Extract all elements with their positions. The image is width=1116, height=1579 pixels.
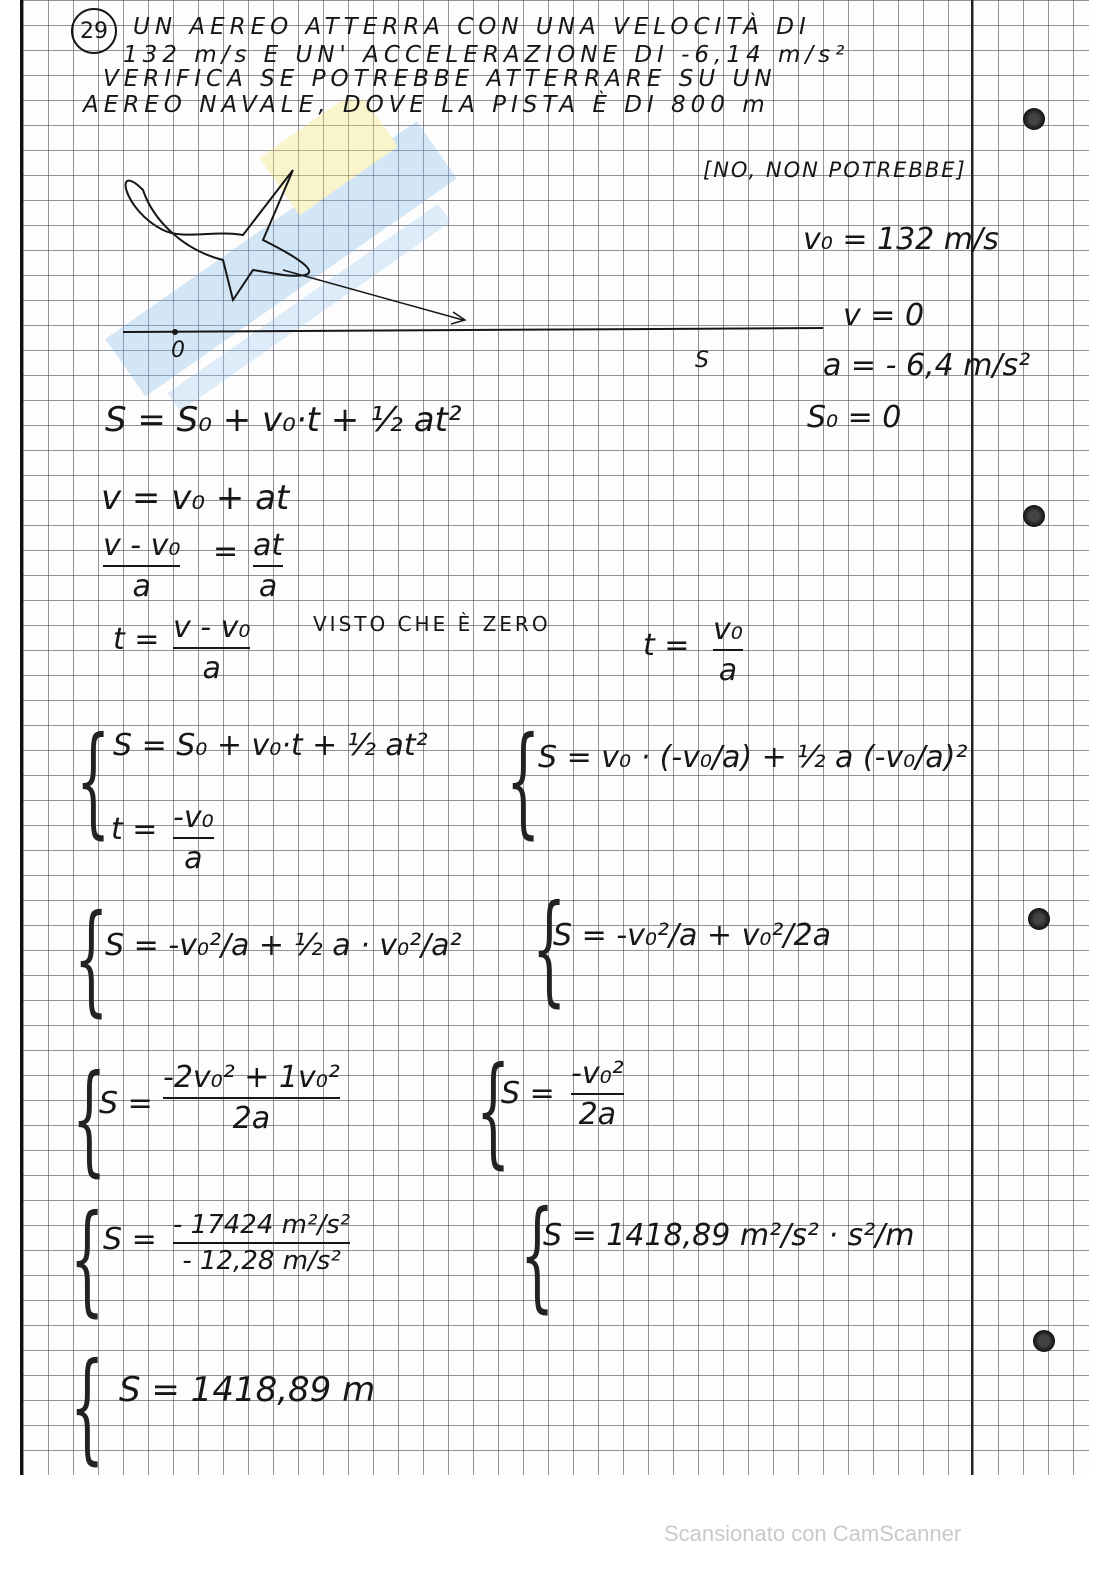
sys4-s: S = [99, 1086, 153, 1121]
fraction-bar [253, 565, 283, 567]
binder-hole [1023, 505, 1045, 527]
step1-rhs [253, 528, 283, 604]
sys1-line1: S = S₀ + v₀·t + ½ at² [113, 728, 428, 763]
sys5-left-num: - 17424 m²/s² [173, 1210, 351, 1240]
sys1-line2-den: a [184, 841, 203, 876]
fraction-bar [173, 1242, 350, 1244]
system-brace: { [71, 1050, 107, 1189]
step1-rhs-num: at [253, 528, 284, 563]
sys4-right-num: -v₀² [571, 1056, 624, 1091]
sys5-right: S = 1418,89 m²/s² · s²/m [543, 1218, 915, 1253]
step2-result-den: a [718, 653, 738, 688]
final-result: S = 1418,89 m [119, 1370, 376, 1410]
system-brace: { [73, 890, 109, 1029]
fraction-bar [713, 649, 743, 651]
system-brace: { [505, 712, 541, 851]
equals-sign: = [213, 534, 239, 569]
problem-line-1: UN AEREO ATTERRA CON UNA VELOCITÀ DI [133, 14, 811, 40]
sys4-left-num: -2v₀² + 1v₀² [163, 1060, 340, 1095]
sys4-right-s: S = [501, 1076, 555, 1111]
sys4-right [571, 1056, 624, 1132]
step2-result [713, 612, 743, 688]
given-v: v = 0 [843, 298, 925, 333]
sys5-left-den: - 12,28 m/s² [182, 1246, 341, 1276]
fraction-bar [103, 565, 180, 567]
binder-hole [1023, 108, 1045, 130]
system-brace: { [69, 1338, 105, 1475]
step2-result-num: v₀ [713, 612, 743, 647]
fraction-bar [173, 837, 214, 839]
law-position: S = S₀ + v₀·t + ½ at² [105, 400, 462, 440]
scanner-footer: Scansionato con CamScanner [664, 1521, 962, 1546]
distance-label: S [695, 348, 709, 373]
sys5-left [173, 1210, 350, 1276]
system-brace: { [475, 1042, 511, 1181]
origin-label: 0 [171, 338, 185, 363]
sys4-right-den: 2a [578, 1097, 617, 1132]
problem-line-4: AEREO NAVALE, DOVE LA PISTA È DI 800 m [83, 92, 770, 118]
given-s0: S₀ = 0 [807, 400, 902, 435]
problem-line-2: 132 m/s E UN' ACCELERAZIONE DI -6,14 m/s² [123, 42, 850, 68]
step2-den: a [202, 651, 221, 686]
binder-hole [1033, 1330, 1055, 1352]
step2-fraction [173, 610, 250, 686]
answer: [NO, NON POTREBBE] [703, 158, 967, 182]
sys5-s: S = [103, 1222, 157, 1257]
airplane-sketch [103, 150, 863, 370]
sys4-left [163, 1060, 340, 1136]
step1-lhs-num: v - v₀ [103, 528, 181, 563]
sys1-line2-num: -v₀ [173, 800, 214, 835]
fraction-bar [571, 1093, 624, 1095]
notebook-page [20, 0, 1089, 1475]
system-brace: { [519, 1186, 555, 1325]
step2-result-t: t = [643, 628, 690, 663]
sys1-line2-t: t = [111, 812, 158, 847]
sys4-left-den: 2a [232, 1101, 271, 1136]
sys3-right: S = -v₀²/a + v₀²/2a [553, 918, 831, 953]
problem-number: 29 [71, 8, 117, 54]
law-velocity: v = v₀ + at [101, 478, 290, 518]
system-brace: { [75, 712, 111, 851]
given-v0: v₀ = 132 m/s [803, 222, 999, 257]
system-brace: { [531, 880, 567, 1019]
fraction-bar [173, 647, 250, 649]
sys1-line2-fraction [173, 800, 214, 876]
given-a: a = - 6,4 m/s² [823, 348, 1031, 383]
fraction-bar [163, 1097, 340, 1099]
step1-lhs-den: a [132, 569, 151, 604]
system-brace: { [69, 1190, 105, 1329]
step1-lhs [103, 528, 180, 604]
sys2-line1: S = v₀ · (-v₀/a) + ½ a (-v₀/a)² [538, 740, 968, 775]
binder-hole [1028, 908, 1050, 930]
step2-num: v - v₀ [173, 610, 251, 645]
problem-line-3: VERIFICA SE POTREBBE ATTERRARE SU UN [103, 66, 777, 92]
step2-t: t = [113, 622, 160, 657]
step2-note: VISTO CHE È ZERO [313, 612, 551, 636]
sys3-left: S = -v₀²/a + ½ a · v₀²/a² [105, 928, 462, 963]
step1-rhs-den: a [258, 569, 278, 604]
